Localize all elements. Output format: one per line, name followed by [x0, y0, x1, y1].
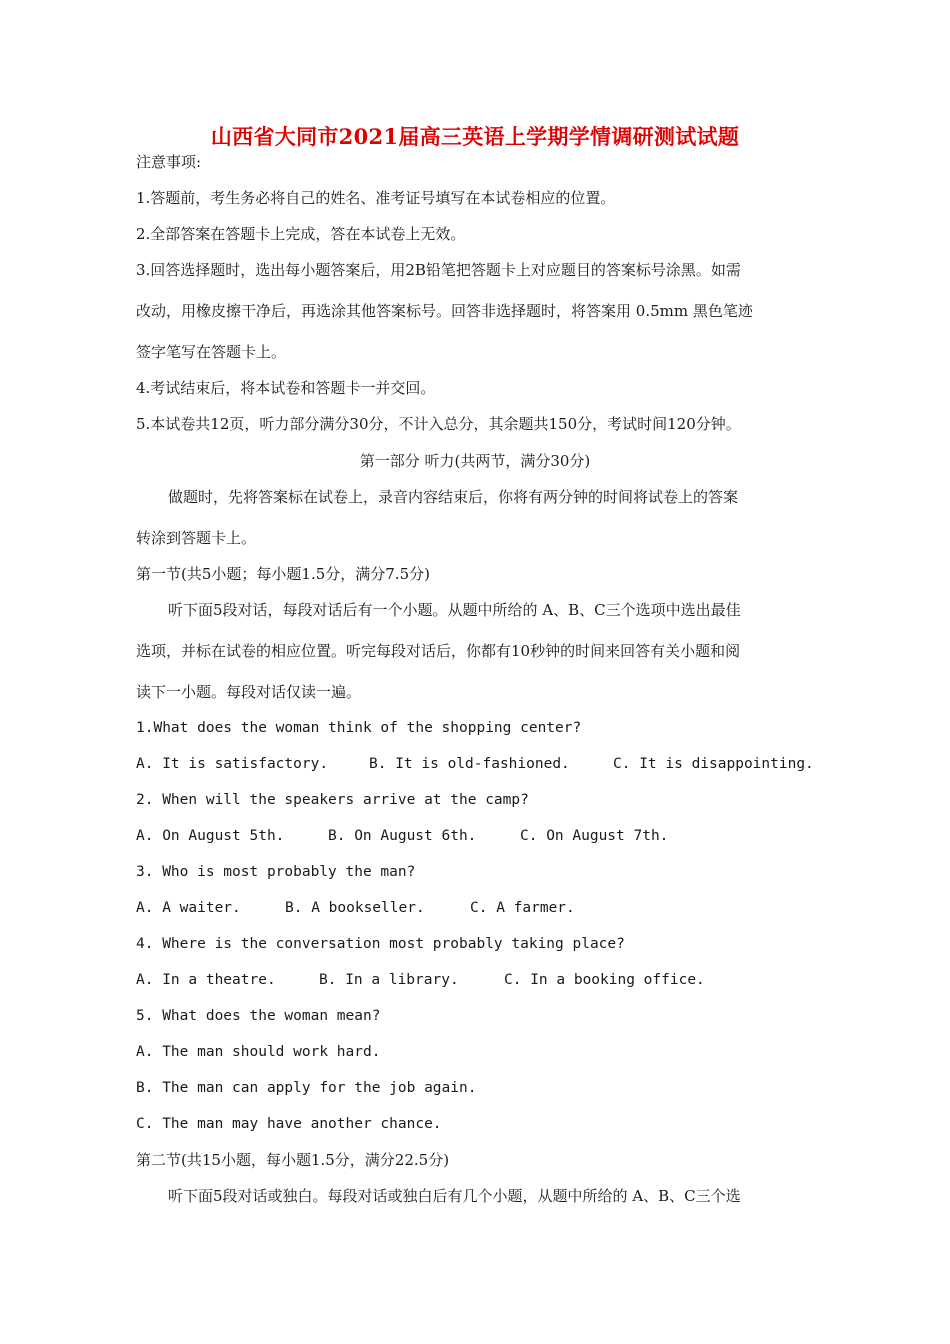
question-5: 5. What does the woman mean? [136, 1008, 381, 1024]
notice-item-1: 1.答题前，考生务必将自己的姓名、准考证号填写在本试卷相应的位置。 [136, 189, 616, 207]
option-b: B. A bookseller. [285, 900, 425, 916]
option-b: B. It is old-fashioned. [369, 756, 570, 772]
notice-item-3-cont-2: 签字笔写在答题卡上。 [136, 343, 287, 361]
notice-item-5: 5.本试卷共12页，听力部分满分30分，不计入总分，其余题共150分，考试时间120分钟。 [136, 415, 741, 433]
option-c: C. A farmer. [470, 900, 575, 916]
exam-title: 山西省大同市2021届高三英语上学期学情调研测试试题 [210, 124, 740, 149]
option-a: A. A waiter. [136, 900, 241, 916]
option-a: A. On August 5th. [136, 828, 285, 844]
section1-instruction-2: 选项，并标在试卷的相应位置。听完每段对话后，你都有10秒钟的时间来回答有关小题和阅 [136, 642, 741, 660]
notice-item-2: 2.全部答案在答题卡上完成，答在本试卷上无效。 [136, 225, 466, 243]
part1-heading: 第一部分 听力(共两节，满分30分) [359, 452, 591, 470]
section1-instruction-1: 听下面5段对话，每段对话后有一个小题。从题中所给的 A、B、C三个选项中选出最佳 [168, 601, 741, 619]
part1-instruction-1: 做题时，先将答案标在试卷上，录音内容结束后，你将有两分钟的时间将试卷上的答案 [168, 488, 739, 506]
question-2: 2. When will the speakers arrive at the camp? [136, 792, 529, 808]
notice-item-4: 4.考试结束后，将本试卷和答题卡一并交回。 [136, 379, 436, 397]
part1-instruction-2: 转涂到答题卡上。 [136, 529, 257, 547]
option-b: B. On August 6th. [328, 828, 477, 844]
question-2-options [136, 825, 826, 847]
section2-heading: 第二节(共15小题，每小题1.5分，满分22.5分) [136, 1151, 450, 1169]
notice-heading: 注意事项: [136, 153, 202, 171]
question-4-options [136, 969, 826, 991]
notice-item-3-cont-1: 改动，用橡皮擦干净后，再选涂其他答案标号。回答非选择题时，将答案用 0.5mm 黑色笔迹 [136, 302, 753, 320]
option-c: C. In a booking office. [504, 972, 705, 988]
option-b: B. In a library. [319, 972, 459, 988]
section1-instruction-3: 读下一小题。每段对话仅读一遍。 [136, 683, 362, 701]
option-c: C. On August 7th. [520, 828, 669, 844]
option-a: A. In a theatre. [136, 972, 276, 988]
question-3-options [136, 897, 826, 919]
option-a: A. It is satisfactory. [136, 756, 329, 772]
notice-item-3: 3.回答选择题时，选出每小题答案后，用2B铅笔把答题卡上对应题目的答案标号涂黑。如需 [136, 261, 741, 279]
question-5-option-b: B. The man can apply for the job again. [136, 1080, 477, 1096]
question-5-option-a: A. The man should work hard. [136, 1044, 381, 1060]
section1-heading: 第一节(共5小题；每小题1.5分，满分7.5分) [136, 565, 430, 583]
question-5-option-c: C. The man may have another chance. [136, 1116, 442, 1132]
question-1: 1.What does the woman think of the shopping center? [136, 720, 582, 736]
question-1-options [136, 753, 826, 775]
section2-instruction-1: 听下面5段对话或独白。每段对话或独白后有几个小题，从题中所给的 A、B、C三个选 [168, 1187, 741, 1205]
option-c: C. It is disappointing. [613, 756, 814, 772]
question-3: 3. Who is most probably the man? [136, 864, 416, 880]
question-4: 4. Where is the conversation most probably taking place? [136, 936, 625, 952]
